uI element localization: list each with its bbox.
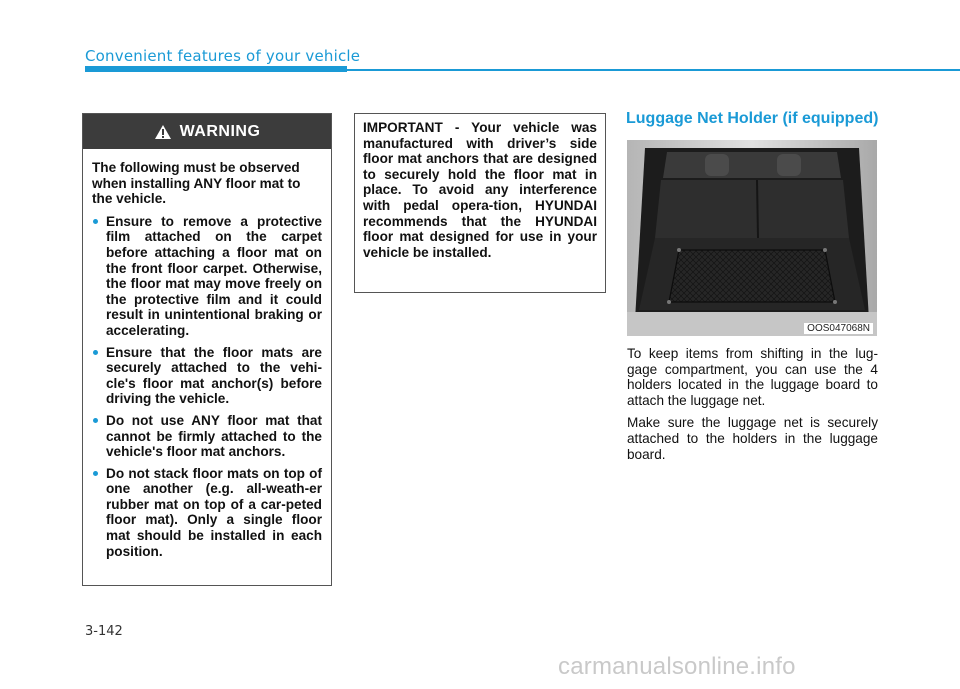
- body-paragraph: Make sure the luggage net is securely attached to the holders in the luggage board.: [627, 415, 878, 462]
- page-number: 3-142: [85, 624, 123, 639]
- warning-bullet: Do not use ANY floor mat that cannot be firmly attached to the vehicle's floor mat anchors.: [92, 413, 322, 460]
- bullet-dot-icon: [93, 418, 98, 423]
- warning-bullet: Ensure that the floor mats are securely attached to the vehi-cle's floor mat anchor(s) before driving the vehicle.: [92, 345, 322, 407]
- luggage-net-body: [627, 346, 878, 469]
- luggage-net-photo: [627, 140, 877, 336]
- warning-intro: The following must be observed when installing ANY floor mat to the vehicle.: [92, 160, 301, 207]
- header-rule: [85, 66, 960, 72]
- bullet-dot-icon: [93, 350, 98, 355]
- bullet-dot-icon: [93, 219, 98, 224]
- bullet-dot-icon: [93, 471, 98, 476]
- important-box: IMPORTANT - Your vehicle was manufactured with driver’s side floor mat anchors that are designed to securely hold the floor mat in place. To avoid any interference with pedal opera-tion, HYUNDAI recommends that the HYUNDAI floor mat designed for use in your vehicle be installed.: [354, 113, 606, 293]
- warning-triangle-icon: [154, 124, 172, 140]
- warning-heading: WARNING: [179, 122, 261, 140]
- cargo-area-illustration: [627, 140, 877, 336]
- warning-body: [83, 149, 331, 559]
- warning-bullet: Ensure to remove a protective film attached on the carpet before attaching a floor mat on the front floor carpet. Otherwise, the floor mat may move freely on the protective film and it could result in unintentional braking or accelerating.: [92, 214, 322, 339]
- warning-bullet: Do not stack floor mats on top of one another (e.g. all-weath-er rubber mat on top of a car-peted floor mat). Only a single floor mat should be installed in each position.: [92, 466, 322, 560]
- warning-header: [83, 114, 331, 149]
- body-paragraph: To keep items from shifting in the lug-gage compartment, you can use the 4 holders located in the luggage board to attach the luggage net.: [627, 346, 878, 408]
- image-code: OOS047068N: [804, 323, 873, 334]
- section-title: Convenient features of your vehicle: [85, 47, 361, 65]
- watermark: carmanualsonline.info: [558, 653, 796, 680]
- warning-box: [82, 113, 332, 586]
- warning-list: [92, 214, 322, 559]
- luggage-net-title: Luggage Net Holder (if equipped): [626, 110, 879, 127]
